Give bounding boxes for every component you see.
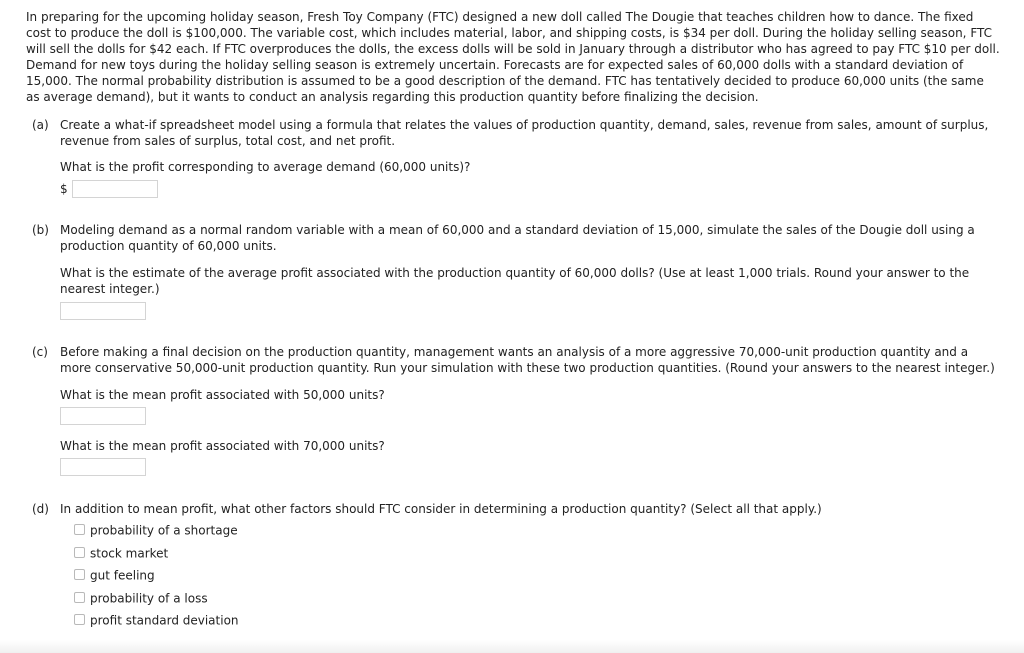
checkbox[interactable] (74, 614, 85, 625)
part-a-label: (a) (32, 118, 49, 132)
part-a-text: Create a what-if spreadsheet model using a formula that relates the values of production quantity, demand, sales, revenue from sales, amount of surplus, revenue from sales of surplus, total cost, and net profit. (60, 118, 989, 148)
part-d-label: (d) (32, 502, 49, 516)
part-c-question-50k: What is the mean profit associated with 50,000 units? (60, 388, 385, 402)
option-stock-market[interactable] (74, 545, 168, 561)
part-b-text: Modeling demand as a normal random variable with a mean of 60,000 and a standard deviation of 15,000, simulate the sales of the Dougie doll using a production quantity of 60,000 units. (60, 223, 975, 253)
part-c-70k-answer-input[interactable] (60, 458, 146, 476)
option-label: probability of a shortage (90, 523, 238, 538)
part-c-50k-answer-input[interactable] (60, 407, 146, 425)
part-d-text: In addition to mean profit, what other factors should FTC consider in determining a production quantity? (Select all that apply.) (60, 502, 822, 516)
option-label: stock market (90, 546, 169, 561)
dollar-sign: $ (60, 182, 68, 196)
checkbox[interactable] (74, 569, 85, 580)
option-label: probability of a loss (90, 591, 208, 606)
bottom-shadow (0, 640, 1024, 653)
checkbox[interactable] (74, 592, 85, 603)
option-label: profit standard deviation (90, 613, 239, 628)
option-probability-of-loss[interactable] (74, 590, 208, 606)
option-probability-of-shortage[interactable] (74, 522, 238, 538)
part-c-text: Before making a final decision on the production quantity, management wants an analysis of a more aggressive 70,000-unit production quantity and a more conservative 50,000-unit production quantity. Run your simulation with these two production quantities. (Round your answers to the nearest integer.) (60, 345, 995, 375)
part-c (26, 344, 1001, 384)
part-a (26, 117, 1001, 197)
part-b-label: (b) (32, 223, 49, 237)
option-label: gut feeling (90, 568, 155, 583)
problem-intro: In preparing for the upcoming holiday season, Fresh Toy Company (FTC) designed a new doll called The Dougie that teaches children how to dance. The fixed cost to produce the doll is $100,000. The variable cost, which includes material, labor, and shipping costs, is $34 per doll. During the holiday selling season, FTC will sell the dolls for $42 each. If FTC overproduces the dolls, the excess dolls will be sold in January through a distributor who has agreed to pay FTC $10 per doll. Demand for new toys during the holiday selling season is extremely uncertain. Forecasts are for expected sales of 60,000 dolls with a standard deviation of 15,000. The normal probability distribution is assumed to be a good description of the demand. FTC has tentatively decided to produce 60,000 units (the same as average demand), but it wants to conduct an analysis regarding this production quantity before finalizing the decision. (26, 10, 1000, 104)
part-c-question-70k: What is the mean profit associated with 70,000 units? (60, 439, 385, 453)
checkbox[interactable] (74, 524, 85, 535)
part-b-question: What is the estimate of the average profit associated with the production quantity of 60,000 dolls? (Use at least 1,000 trials. Round your answer to the nearest integer.) (60, 266, 970, 296)
part-a-question: What is the profit corresponding to average demand (60,000 units)? (60, 160, 471, 174)
part-c-label: (c) (32, 345, 48, 359)
part-a-answer-input[interactable] (72, 180, 158, 198)
option-gut-feeling[interactable] (74, 567, 155, 583)
option-profit-standard-deviation[interactable] (74, 612, 239, 628)
part-d (26, 501, 1001, 521)
part-b-answer-input[interactable] (60, 302, 146, 320)
checkbox[interactable] (74, 547, 85, 558)
part-b (26, 222, 1001, 262)
